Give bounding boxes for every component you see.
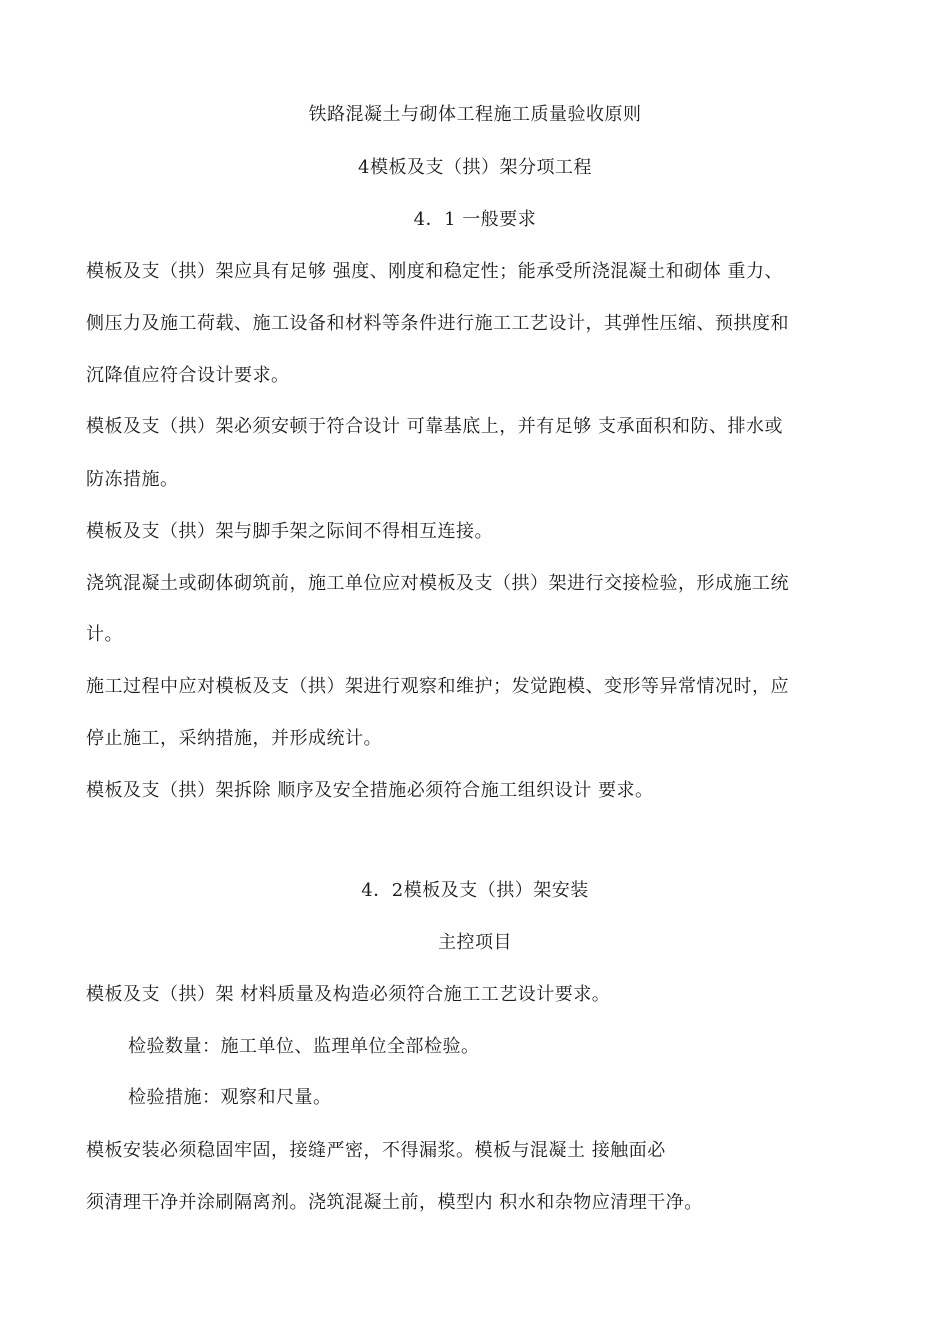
section-heading-4-2: 4．2模板及支（拱）架安装 bbox=[361, 880, 589, 901]
paragraph-line: 侧压力及施工荷载、施工设备和材料等条件进行施工工艺设计，其弹性压缩、预拱度和 bbox=[86, 313, 789, 334]
document-title: 铁路混凝土与砌体工程施工质量验收原则 bbox=[308, 104, 642, 125]
subheading-main-control: 主控项目 bbox=[438, 932, 512, 953]
paragraph-line: 模板及支（拱）架拆除 顺序及安全措施必须符合施工组织设计 要求。 bbox=[86, 780, 654, 801]
paragraph-line: 模板及支（拱）架必须安顿于符合设计 可靠基底上，并有足够 支承面积和防、排水或 bbox=[86, 416, 783, 437]
paragraph-line: 防冻措施。 bbox=[86, 469, 179, 490]
paragraph-line: 模板及支（拱）架应具有足够 强度、刚度和稳定性；能承受所浇混凝土和砌体 重力、 bbox=[86, 261, 783, 282]
inspection-quantity: 检验数量：施工单位、监理单位全部检验。 bbox=[128, 1036, 480, 1057]
paragraph-line: 模板及支（拱）架与脚手架之际间不得相互连接。 bbox=[86, 521, 493, 542]
inspection-method: 检验措施：观察和尺量。 bbox=[128, 1087, 332, 1108]
paragraph-line: 计。 bbox=[86, 624, 123, 645]
paragraph-line: 施工过程中应对模板及支（拱）架进行观察和维护；发觉跑模、变形等异常情况时，应 bbox=[86, 676, 789, 697]
paragraph-line: 须清理干净并涂刷隔离剂。浇筑混凝土前，模型内 积水和杂物应清理干净。 bbox=[86, 1192, 703, 1213]
paragraph-line: 沉降值应符合设计要求。 bbox=[86, 365, 290, 386]
paragraph-line: 模板及支（拱）架 材料质量及构造必须符合施工工艺设计要求。 bbox=[86, 984, 611, 1005]
chapter-heading: 4模板及支（拱）架分项工程 bbox=[358, 157, 592, 178]
paragraph-line: 停止施工，采纳措施，并形成统计。 bbox=[86, 728, 382, 749]
paragraph-line: 模板安装必须稳固牢固，接缝严密，不得漏浆。模板与混凝土 接触面必 bbox=[86, 1140, 666, 1161]
paragraph-line: 浇筑混凝土或砌体砌筑前，施工单位应对模板及支（拱）架进行交接检验，形成施工统 bbox=[86, 573, 789, 594]
section-heading-4-1: 4．1 一般要求 bbox=[413, 209, 537, 230]
